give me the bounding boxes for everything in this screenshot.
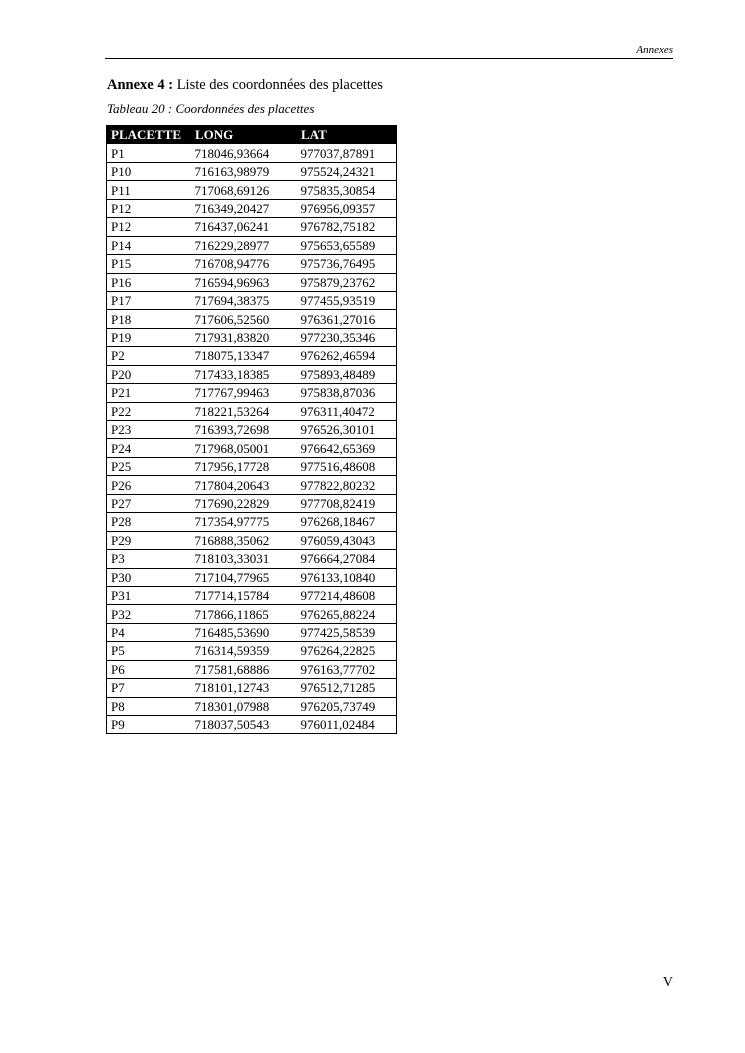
table-row [107,476,397,494]
cell-placette: P31 [107,586,191,604]
cell-lat: 977708,82419 [297,494,397,512]
table-row [107,494,397,512]
cell-long: 717956,17728 [191,457,297,475]
coordinates-table [106,125,397,734]
cell-placette: P12 [107,199,191,217]
cell-long: 717354,97775 [191,513,297,531]
cell-placette: P16 [107,273,191,291]
cell-placette: P6 [107,660,191,678]
cell-placette: P14 [107,236,191,254]
column-header-lat: LAT [297,126,397,144]
cell-long: 716163,98979 [191,162,297,180]
cell-lat: 975653,65589 [297,236,397,254]
cell-lat: 977455,93519 [297,291,397,309]
cell-placette: P10 [107,162,191,180]
cell-placette: P23 [107,421,191,439]
table-row [107,162,397,180]
cell-lat: 976262,46594 [297,347,397,365]
table-row [107,144,397,162]
cell-lat: 976133,10840 [297,568,397,586]
cell-long: 718075,13347 [191,347,297,365]
cell-placette: P15 [107,255,191,273]
cell-long: 717104,77965 [191,568,297,586]
table-row [107,513,397,531]
table-row [107,660,397,678]
cell-lat: 976205,73749 [297,697,397,715]
cell-placette: P7 [107,679,191,697]
table-row [107,291,397,309]
cell-placette: P25 [107,457,191,475]
cell-long: 717694,38375 [191,291,297,309]
cell-placette: P4 [107,623,191,641]
cell-lat: 976268,18467 [297,513,397,531]
cell-lat: 975835,30854 [297,181,397,199]
cell-lat: 977516,48608 [297,457,397,475]
cell-long: 718301,07988 [191,697,297,715]
table-row [107,642,397,660]
cell-placette: P24 [107,439,191,457]
table-row [107,623,397,641]
column-header-long: LONG [191,126,297,144]
header-rule [105,58,673,59]
cell-placette: P17 [107,291,191,309]
cell-lat: 976011,02484 [297,716,397,734]
cell-long: 716594,96963 [191,273,297,291]
cell-long: 716708,94776 [191,255,297,273]
cell-lat: 977822,80232 [297,476,397,494]
cell-long: 717690,22829 [191,494,297,512]
table-row [107,586,397,604]
cell-placette: P1 [107,144,191,162]
cell-placette: P27 [107,494,191,512]
cell-long: 717931,83820 [191,328,297,346]
cell-placette: P21 [107,384,191,402]
annex-number: Annexe 4 : [107,77,174,93]
cell-long: 717068,69126 [191,181,297,199]
cell-long: 717767,99463 [191,384,297,402]
cell-lat: 976642,65369 [297,439,397,457]
cell-long: 717714,15784 [191,586,297,604]
cell-placette: P28 [107,513,191,531]
cell-long: 718046,93664 [191,144,297,162]
cell-long: 717581,68886 [191,660,297,678]
cell-long: 716349,20427 [191,199,297,217]
annex-title [107,76,383,94]
cell-lat: 977425,58539 [297,623,397,641]
cell-placette: P9 [107,716,191,734]
cell-long: 718101,12743 [191,679,297,697]
table-row [107,457,397,475]
cell-lat: 977230,35346 [297,328,397,346]
cell-long: 717866,11865 [191,605,297,623]
table-row [107,218,397,236]
annex-title-text: Liste des coordonnées des placettes [176,77,383,93]
cell-placette: P32 [107,605,191,623]
cell-lat: 976512,71285 [297,679,397,697]
cell-placette: P8 [107,697,191,715]
cell-lat: 976664,27084 [297,550,397,568]
cell-lat: 975524,24321 [297,162,397,180]
table-row [107,531,397,549]
cell-long: 716888,35062 [191,531,297,549]
cell-lat: 976956,09357 [297,199,397,217]
cell-lat: 976264,22825 [297,642,397,660]
cell-placette: P29 [107,531,191,549]
cell-placette: P26 [107,476,191,494]
cell-lat: 976782,75182 [297,218,397,236]
column-header-placette: PLACETTE [107,126,191,144]
cell-long: 716314,59359 [191,642,297,660]
table-row [107,365,397,383]
cell-long: 716393,72698 [191,421,297,439]
cell-lat: 976163,77702 [297,660,397,678]
cell-lat: 976059,43043 [297,531,397,549]
cell-lat: 977214,48608 [297,586,397,604]
table-row [107,568,397,586]
cell-placette: P2 [107,347,191,365]
table-row [107,679,397,697]
table-row [107,273,397,291]
table-body [107,144,397,734]
cell-placette: P5 [107,642,191,660]
table-caption: Tableau 20 : Coordonnées des placettes [107,101,315,116]
cell-placette: P3 [107,550,191,568]
cell-placette: P22 [107,402,191,420]
table-row [107,328,397,346]
cell-lat: 977037,87891 [297,144,397,162]
table-row [107,255,397,273]
table-row [107,384,397,402]
page-number: V [662,975,673,990]
cell-long: 718103,33031 [191,550,297,568]
cell-placette: P11 [107,181,191,199]
cell-placette: P30 [107,568,191,586]
cell-long: 716229,28977 [191,236,297,254]
cell-lat: 975893,48489 [297,365,397,383]
running-header: Annexes [636,44,673,56]
table-header-row [107,126,397,144]
cell-lat: 976311,40472 [297,402,397,420]
cell-lat: 976526,30101 [297,421,397,439]
table-row [107,402,397,420]
cell-long: 718037,50543 [191,716,297,734]
table-row [107,199,397,217]
cell-lat: 976361,27016 [297,310,397,328]
table-row [107,181,397,199]
cell-placette: P20 [107,365,191,383]
table-row [107,421,397,439]
table-row [107,605,397,623]
table-row [107,236,397,254]
cell-long: 716485,53690 [191,623,297,641]
cell-long: 716437,06241 [191,218,297,236]
cell-placette: P12 [107,218,191,236]
table-row [107,697,397,715]
table-row [107,439,397,457]
cell-placette: P19 [107,328,191,346]
cell-lat: 976265,88224 [297,605,397,623]
cell-long: 718221,53264 [191,402,297,420]
cell-lat: 975879,23762 [297,273,397,291]
cell-long: 717968,05001 [191,439,297,457]
cell-lat: 975838,87036 [297,384,397,402]
cell-long: 717433,18385 [191,365,297,383]
table-row [107,310,397,328]
cell-long: 717804,20643 [191,476,297,494]
table-row [107,550,397,568]
cell-lat: 975736,76495 [297,255,397,273]
table-row [107,716,397,734]
table-row [107,347,397,365]
cell-placette: P18 [107,310,191,328]
cell-long: 717606,52560 [191,310,297,328]
